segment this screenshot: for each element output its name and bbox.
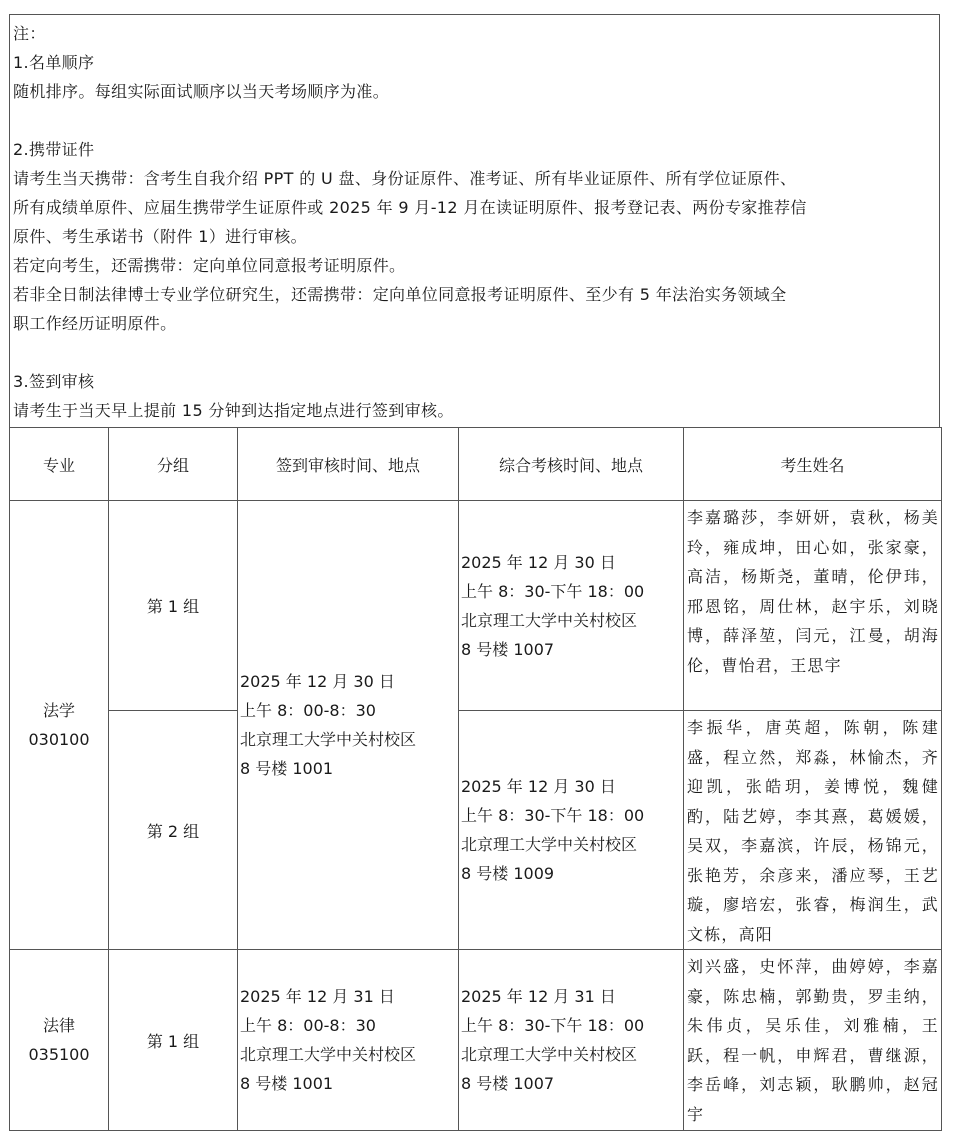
exam-time: 上午 8：30-下午 18：00 bbox=[461, 806, 645, 825]
exam-campus: 北京理工大学中关村校区 bbox=[461, 1045, 638, 1064]
exam-room: 8 号楼 1007 bbox=[461, 1074, 555, 1093]
group-label: 第 1 组 bbox=[109, 950, 238, 1131]
header-names: 考生姓名 bbox=[684, 428, 942, 501]
note-text: 随机排序。每组实际面试顺序以当天考场顺序为准。 bbox=[13, 82, 390, 101]
spacer bbox=[13, 106, 939, 135]
checkin-cell bbox=[238, 950, 459, 1131]
spacer bbox=[13, 338, 939, 367]
header-exam: 综合考核时间、地点 bbox=[459, 428, 684, 501]
exam-cell bbox=[459, 501, 684, 711]
checkin-date: 2025 年 12 月 30 日 bbox=[240, 672, 395, 691]
candidate-names: 刘兴盛，史怀萍，曲婷婷，李嘉豪，陈忠楠，郭勤贵，罗圭纳，朱伟贞，吴乐佳，刘雅楠，王跃，程一帆，申辉君，曹继源，李岳峰，刘志颖，耿鹏帅，赵冠宇 bbox=[684, 950, 942, 1131]
note-title-documents: 2.携带证件 bbox=[13, 140, 95, 159]
note-text: 请考生于当天早上提前 15 分钟到达指定地点进行签到审核。 bbox=[13, 401, 454, 420]
note-text: 职工作经历证明原件。 bbox=[13, 314, 177, 333]
table-row bbox=[10, 711, 942, 950]
header-checkin: 签到审核时间、地点 bbox=[238, 428, 459, 501]
checkin-campus: 北京理工大学中关村校区 bbox=[240, 1045, 417, 1064]
note-text: 若非全日制法律博士专业学位研究生，还需携带：定向单位同意报考证明原件、至少有 5 年法治实务领域全 bbox=[13, 285, 787, 304]
header-group: 分组 bbox=[109, 428, 238, 501]
checkin-time: 上午 8：00-8：30 bbox=[240, 701, 376, 720]
table-row bbox=[10, 501, 942, 711]
table-row bbox=[10, 950, 942, 1131]
exam-date: 2025 年 12 月 31 日 bbox=[461, 987, 616, 1006]
note-text: 若定向考生，还需携带：定向单位同意报考证明原件。 bbox=[13, 256, 406, 275]
major-name: 法律 bbox=[42, 1016, 75, 1035]
exam-date: 2025 年 12 月 30 日 bbox=[461, 552, 616, 572]
checkin-cell bbox=[238, 501, 459, 950]
table-header-row bbox=[10, 428, 942, 501]
exam-cell bbox=[459, 711, 684, 950]
note-title-checkin: 3.签到审核 bbox=[13, 372, 95, 391]
note-title-order: 1.名单顺序 bbox=[13, 53, 95, 72]
major-code: 030100 bbox=[28, 730, 90, 749]
major-cell bbox=[10, 950, 109, 1131]
major-name: 法学 bbox=[42, 701, 75, 720]
schedule-table bbox=[9, 427, 942, 1131]
candidate-names: 李振华，唐英超，陈朝，陈建盛，程立然，郑淼，林愉杰，齐迎凯，张皓玥，姜博悦，魏健酌，陆艺婷，李其熹，葛媛媛，吴双，李嘉滨，许辰，杨锦元，张艳芳，余彦来，潘应琴，王艺璇，廖培宏，张睿，梅润生，武文栋，高阳 bbox=[684, 711, 942, 950]
exam-date: 2025 年 12 月 30 日 bbox=[461, 777, 616, 796]
exam-campus: 北京理工大学中关村校区 bbox=[461, 835, 638, 854]
exam-room: 8 号楼 1009 bbox=[461, 864, 555, 883]
group-label: 第 2 组 bbox=[109, 711, 238, 950]
exam-campus: 北京理工大学中关村校区 bbox=[461, 610, 638, 630]
checkin-date: 2025 年 12 月 31 日 bbox=[240, 987, 395, 1006]
notes-section bbox=[9, 14, 940, 427]
exam-time: 上午 8：30-下午 18：00 bbox=[461, 1016, 645, 1035]
major-cell bbox=[10, 501, 109, 950]
note-text: 请考生当天携带：含考生自我介绍 PPT 的 U 盘、身份证原件、准考证、所有毕业证原件、所有学位证原件、 bbox=[13, 169, 797, 188]
header-major: 专业 bbox=[10, 428, 109, 501]
checkin-time: 上午 8：00-8：30 bbox=[240, 1016, 376, 1035]
note-text: 原件、考生承诺书（附件 1）进行审核。 bbox=[13, 227, 307, 246]
exam-time: 上午 8：30-下午 18：00 bbox=[461, 581, 645, 601]
note-text: 所有成绩单原件、应届生携带学生证原件或 2025 年 9 月-12 月在读证明原件、报考登记表、两份专家推荐信 bbox=[13, 198, 807, 217]
checkin-room: 8 号楼 1001 bbox=[240, 1074, 334, 1093]
checkin-room: 8 号楼 1001 bbox=[240, 759, 334, 778]
group-label: 第 1 组 bbox=[109, 501, 238, 711]
candidate-names: 李嘉璐莎，李妍妍，袁秋，杨美玲，雍成坤，田心如，张家豪，高洁，杨斯尧，董晴，伦伊玮，邢恩铭，周仕林，赵宇乐，刘晓博，薛泽堃，闫元，江曼，胡海伦，曹怡君，王思宇 bbox=[684, 501, 942, 711]
major-code: 035100 bbox=[28, 1045, 90, 1064]
exam-room: 8 号楼 1007 bbox=[461, 639, 555, 659]
exam-cell bbox=[459, 950, 684, 1131]
checkin-campus: 北京理工大学中关村校区 bbox=[240, 730, 417, 749]
notes-heading: 注： bbox=[13, 24, 46, 43]
